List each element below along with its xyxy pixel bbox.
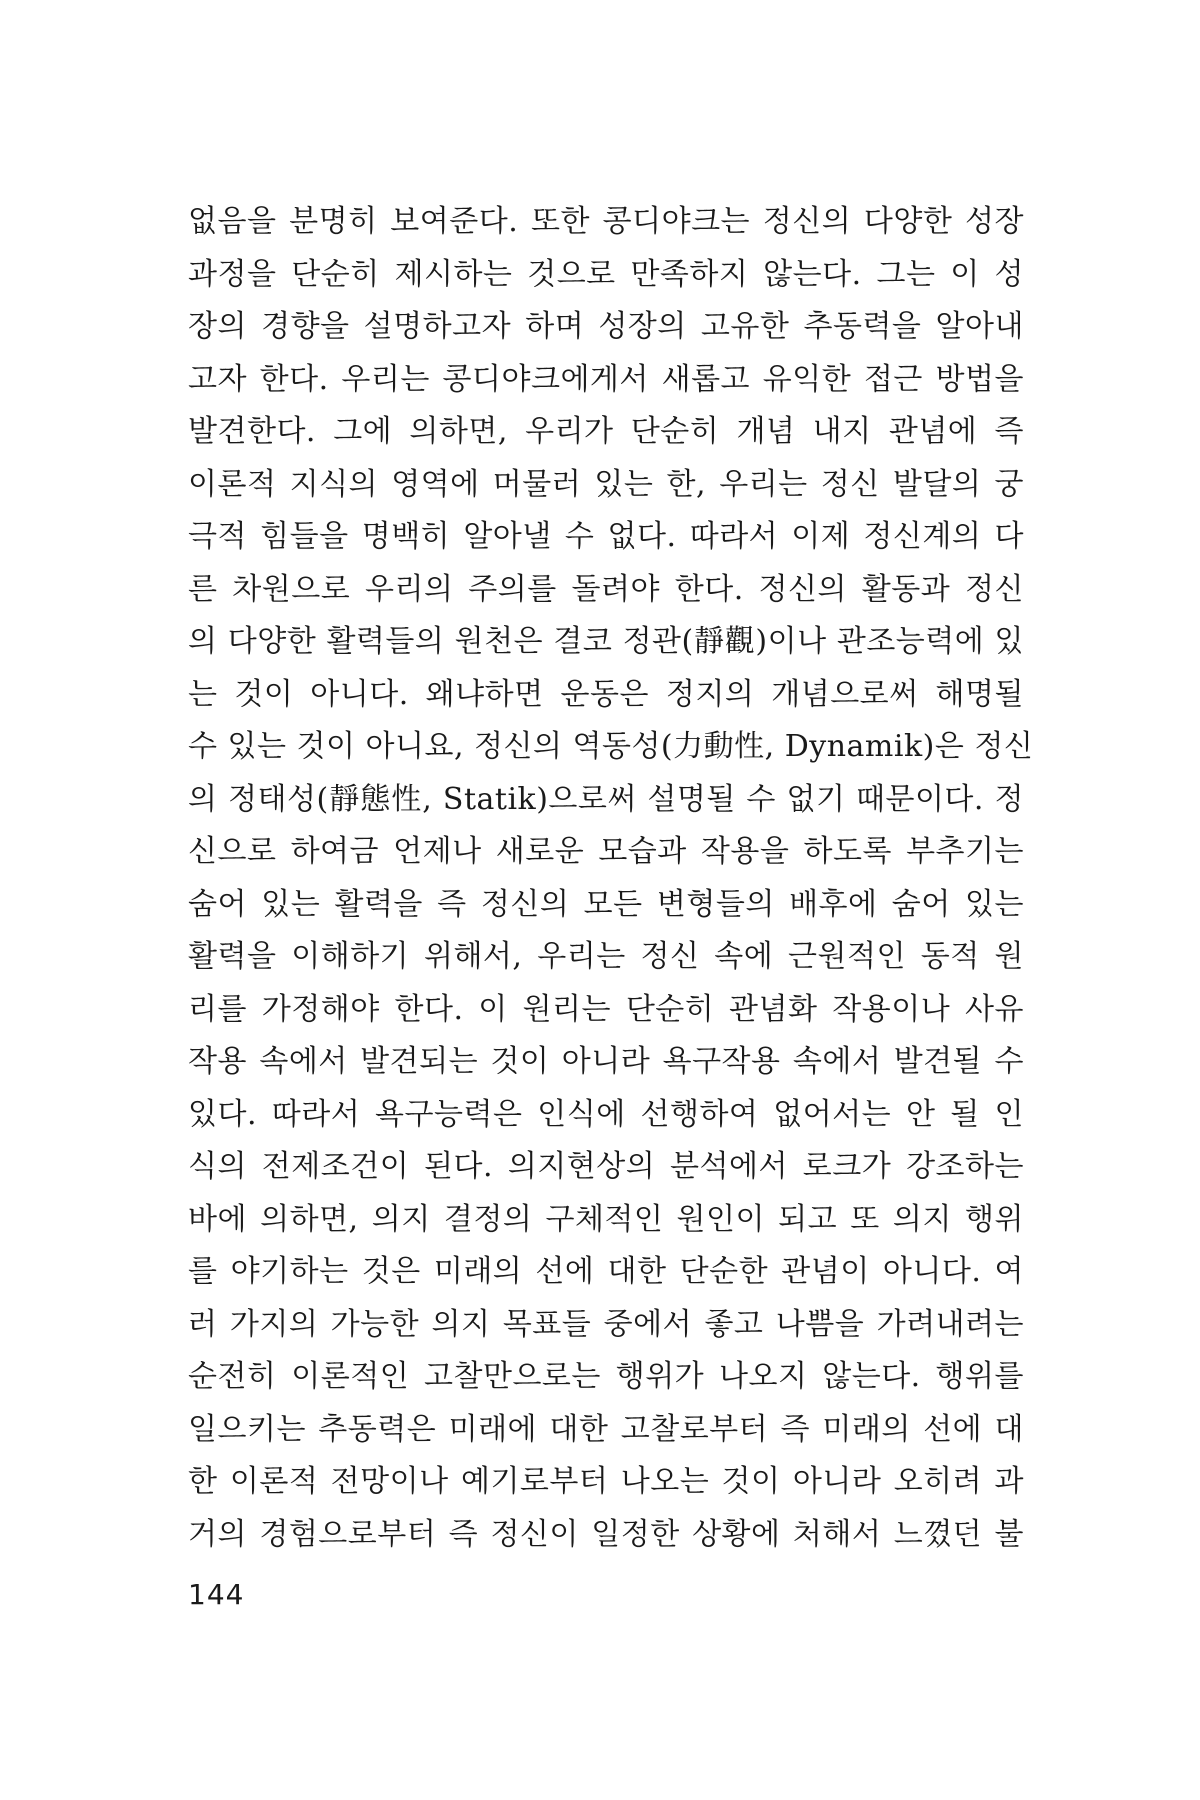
body-text	[188, 196, 1034, 1561]
text-line: 는 것이 아니다. 왜냐하면 운동은 정지의 개념으로써 해명될	[188, 676, 1024, 712]
text-line: 의 정태성(靜態性, Statik)으로써 설명될 수 없기 때문이다. 정	[188, 781, 1024, 817]
text-line: 고자 한다. 우리는 콩디야크에게서 새롭고 유익한 접근 방법을	[188, 361, 1024, 397]
text-line: 리를 가정해야 한다. 이 원리는 단순히 관념화 작용이나 사유	[188, 991, 1024, 1027]
text-line: 과정을 단순히 제시하는 것으로 만족하지 않는다. 그는 이 성	[188, 256, 1024, 292]
text-line: 바에 의하면, 의지 결정의 구체적인 원인이 되고 또 의지 행위	[188, 1201, 1024, 1237]
text-line: 의 다양한 활력들의 원천은 결코 정관(靜觀)이나 관조능력에 있	[188, 624, 1024, 659]
text-line: 한 이론적 전망이나 예기로부터 나오는 것이 아니라 오히려 과	[188, 1464, 1024, 1499]
text-line: 를 야기하는 것은 미래의 선에 대한 단순한 관념이 아니다. 여	[188, 1254, 1024, 1289]
text-line: 작용 속에서 발견되는 것이 아니라 욕구작용 속에서 발견될 수	[188, 1044, 1024, 1079]
text-line: 숨어 있는 활력을 즉 정신의 모든 변형들의 배후에 숨어 있는	[188, 886, 1024, 922]
text-line: 없음을 분명히 보여준다. 또한 콩디야크는 정신의 다양한 성장	[188, 204, 1024, 239]
text-line: 극적 힘들을 명백히 알아낼 수 없다. 따라서 이제 정신계의 다	[188, 519, 1024, 554]
text-line: 식의 전제조건이 된다. 의지현상의 분석에서 로크가 강조하는	[188, 1149, 1024, 1184]
text-line: 수 있는 것이 아니요, 정신의 역동성(力動性, Dynamik)은 정신	[188, 729, 1034, 764]
text-line: 러 가지의 가능한 의지 목표들 중에서 좋고 나쁨을 가려내려는	[188, 1306, 1024, 1342]
page-number: 144	[188, 1578, 245, 1611]
text-line: 활력을 이해하기 위해서, 우리는 정신 속에 근원적인 동적 원	[188, 939, 1024, 974]
text-line: 장의 경향을 설명하고자 하며 성장의 고유한 추동력을 알아내	[188, 309, 1024, 344]
text-line: 일으키는 추동력은 미래에 대한 고찰로부터 즉 미래의 선에 대	[188, 1411, 1024, 1447]
text-line: 이론적 지식의 영역에 머물러 있는 한, 우리는 정신 발달의 궁	[188, 466, 1024, 502]
text-line: 거의 경험으로부터 즉 정신이 일정한 상황에 처해서 느꼈던 불	[188, 1516, 1024, 1552]
text-line: 순전히 이론적인 고찰만으로는 행위가 나오지 않는다. 행위를	[188, 1359, 1024, 1394]
text-line: 신으로 하여금 언제나 새로운 모습과 작용을 하도록 부추기는	[188, 834, 1024, 869]
text-line: 발견한다. 그에 의하면, 우리가 단순히 개념 내지 관념에 즉	[188, 414, 1024, 449]
text-line: 른 차원으로 우리의 주의를 돌려야 한다. 정신의 활동과 정신	[188, 571, 1024, 607]
text-line: 있다. 따라서 욕구능력은 인식에 선행하여 없어서는 안 될 인	[188, 1096, 1024, 1132]
